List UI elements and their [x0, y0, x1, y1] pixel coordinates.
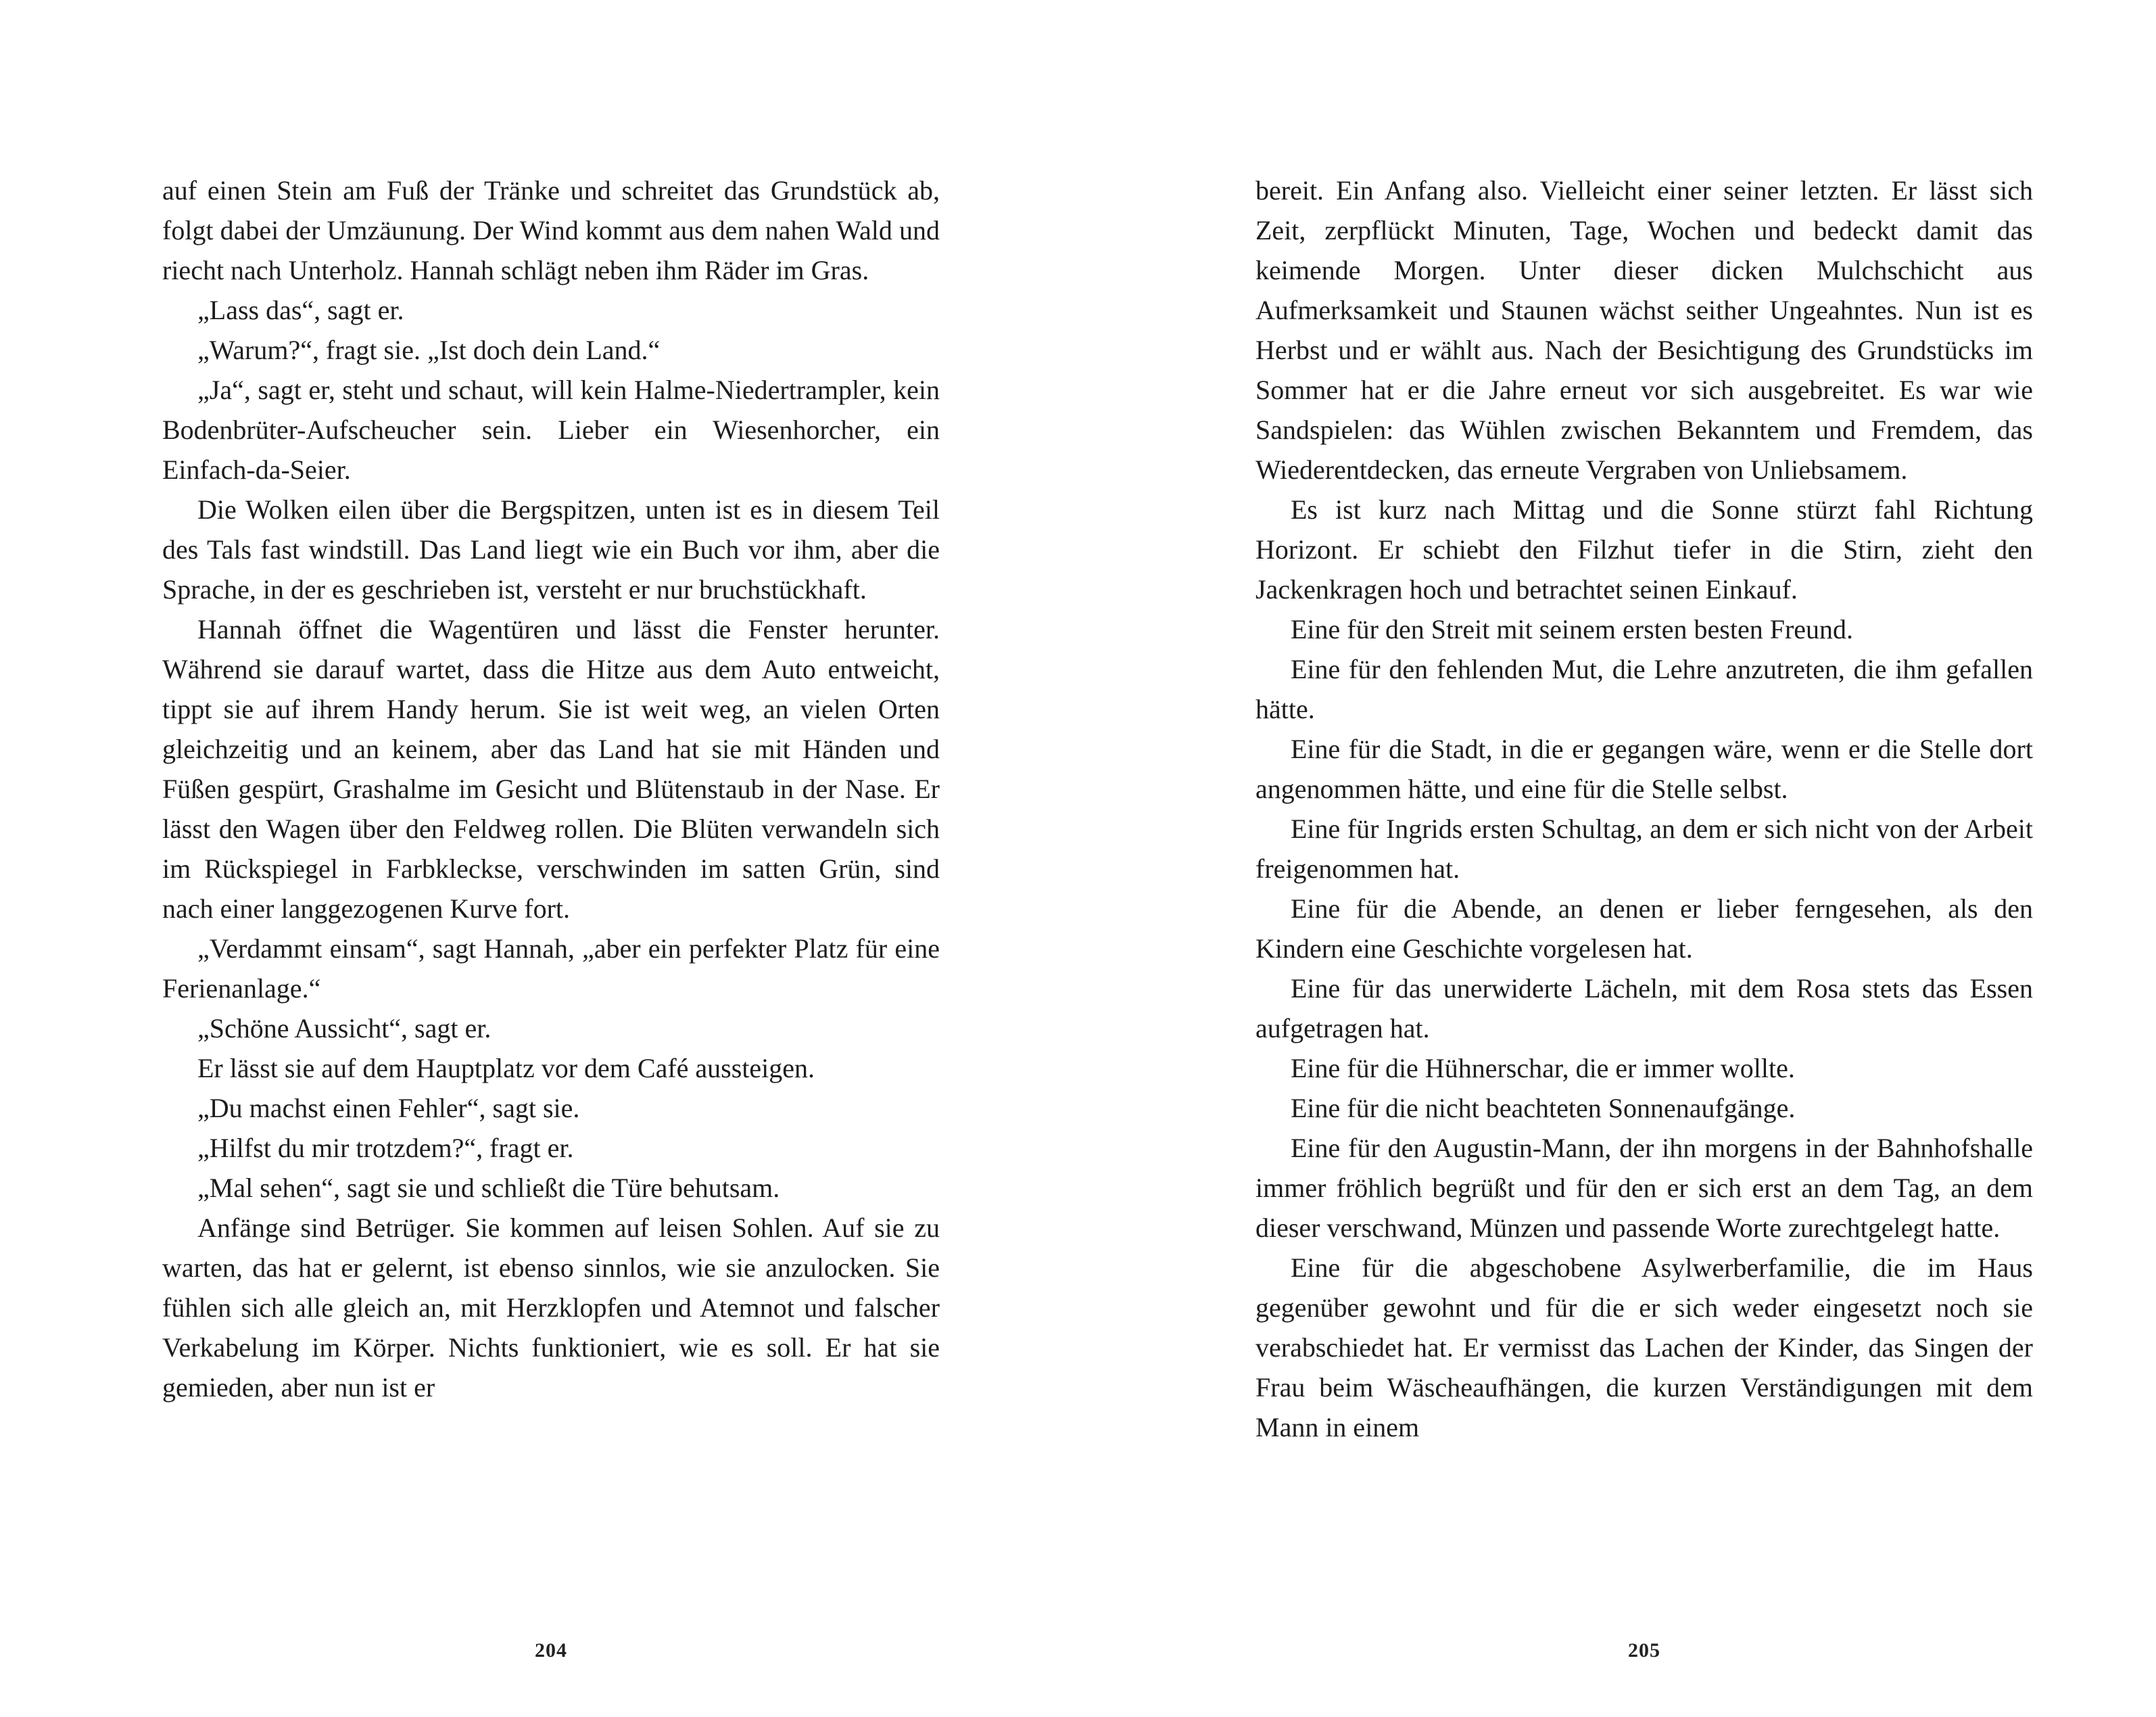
paragraph: Eine für die Abende, an denen er lieber ferngesehen, als den Kindern eine Geschichte vorgelesen hat.	[1255, 893, 2033, 964]
paragraph: auf einen Stein am Fuß der Tränke und schreitet das Grundstück ab, folgt dabei der Umzäunung. Der Wind kommt aus dem nahen Wald und riecht nach Unterholz. Hannah schlägt neben ihm Räder im Gras.	[162, 175, 940, 285]
paragraph: Eine für die nicht beachteten Sonnenaufgänge.	[1291, 1093, 1796, 1123]
paragraph: Eine für den fehlenden Mut, die Lehre anzutreten, die ihm gefallen hätte.	[1255, 654, 2033, 724]
paragraph: Eine für die Hühnerschar, die er immer wollte.	[1291, 1053, 1795, 1083]
paragraph: Es ist kurz nach Mittag und die Sonne stürzt fahl Richtung Horizont. Er schiebt den Filzhut tiefer in die Stirn, zieht den Jackenkragen hoch und betrachtet seinen Einkauf.	[1255, 494, 2033, 605]
paragraph: Er lässt sie auf dem Hauptplatz vor dem Café aussteigen.	[197, 1053, 815, 1083]
paragraph: Eine für die abgeschobene Asylwerberfamilie, die im Haus gegenüber gewohnt und für die er sich weder eingesetzt noch sie verabschiedet hat. Er vermisst das Lachen der Kinder, das Singen der Frau beim Wäscheaufhängen, die kurzen Verständigungen mit dem Mann in einem	[1255, 1252, 2033, 1442]
paragraph: Eine für die Stadt, in die er gegangen wäre, wenn er die Stelle dort angenommen hätte, und eine für die Stelle selbst.	[1255, 734, 2033, 804]
paragraph: Hannah öffnet die Wagentüren und lässt die Fenster herunter. Während sie darauf wartet, dass die Hitze aus dem Auto entweicht, tippt sie auf ihrem Handy herum. Sie ist weit weg, an vielen Orten gleichzeitig und an keinem, aber das Land hat sie mit Händen und Füßen gespürt, Grashalme im Gesicht und Blütenstaub in der Nase. Er lässt den Wagen über den Feldweg rollen. Die Blüten verwandeln sich im Rückspiegel in Farbkleckse, verschwinden im satten Grün, sind nach einer langgezogenen Kurve fort.	[162, 614, 940, 924]
paragraph: „Mal sehen“, sagt sie und schließt die Türe behutsam.	[197, 1173, 780, 1203]
paragraph: Anfänge sind Betrüger. Sie kommen auf leisen Sohlen. Auf sie zu warten, das hat er gelernt, ist ebenso sinnlos, wie sie anzulocken. Sie fühlen sich alle gleich an, mit Herzklopfen und Atemnot und falscher Verkabelung im Körper. Nichts funktioniert, wie es soll. Er hat sie gemieden, aber nun ist er	[162, 1213, 940, 1403]
paragraph: bereit. Ein Anfang also. Vielleicht einer seiner letzten. Er lässt sich Zeit, zerpflückt Minuten, Tage, Wochen und bedeckt damit das keimende Morgen. Unter dieser dicken Mulchschicht aus Aufmerksamkeit und Staunen wächst seither Ungeahntes. Nun ist es Herbst und er wählt aus. Nach der Besichtigung des Grundstücks im Sommer hat er die Jahre erneut vor sich ausgebreitet. Es war wie Sandspielen: das Wühlen zwischen Bekanntem und Fremdem, das Wiederentdecken, das erneute Vergraben von Unliebsamem.	[1255, 175, 2033, 485]
paragraph: „Du machst einen Fehler“, sagt sie.	[197, 1093, 580, 1123]
page-number-left: 204	[535, 1639, 567, 1662]
paragraph: „Warum?“, fragt sie. „Ist doch dein Land.“	[197, 335, 661, 365]
paragraph: „Hilfst du mir trotzdem?“, fragt er.	[197, 1133, 574, 1163]
page-right-text	[1255, 170, 2033, 1447]
paragraph: „Lass das“, sagt er.	[197, 295, 404, 325]
paragraph: „Schöne Aussicht“, sagt er.	[197, 1013, 492, 1043]
page-number-right: 205	[1628, 1639, 1660, 1662]
paragraph: „Ja“, sagt er, steht und schaut, will kein Halme-Niedertrampler, kein Bodenbrüter-Aufscheucher sein. Lieber ein Wiesenhorcher, ein Einfach-da-Seier.	[162, 375, 940, 485]
paragraph: „Verdammt einsam“, sagt Hannah, „aber ein perfekter Platz für eine Ferienanlage.“	[162, 933, 940, 1004]
paragraph: Die Wolken eilen über die Bergspitzen, unten ist es in diesem Teil des Tals fast windstill. Das Land liegt wie ein Buch vor ihm, aber die Sprache, in der es geschrieben ist, versteht er nur bruchstückhaft.	[162, 494, 940, 605]
page-left-text	[162, 170, 940, 1407]
paragraph: Eine für den Augustin-Mann, der ihn morgens in der Bahnhofshalle immer fröhlich begrüßt und für den er sich erst an dem Tag, an dem dieser verschwand, Münzen und passende Worte zurechtgelegt hatte.	[1255, 1133, 2033, 1243]
paragraph: Eine für den Streit mit seinem ersten besten Freund.	[1291, 614, 1854, 644]
paragraph: Eine für das unerwiderte Lächeln, mit dem Rosa stets das Essen aufgetragen hat.	[1255, 973, 2033, 1043]
paragraph: Eine für Ingrids ersten Schultag, an dem er sich nicht von der Arbeit freigenommen hat.	[1255, 814, 2033, 884]
